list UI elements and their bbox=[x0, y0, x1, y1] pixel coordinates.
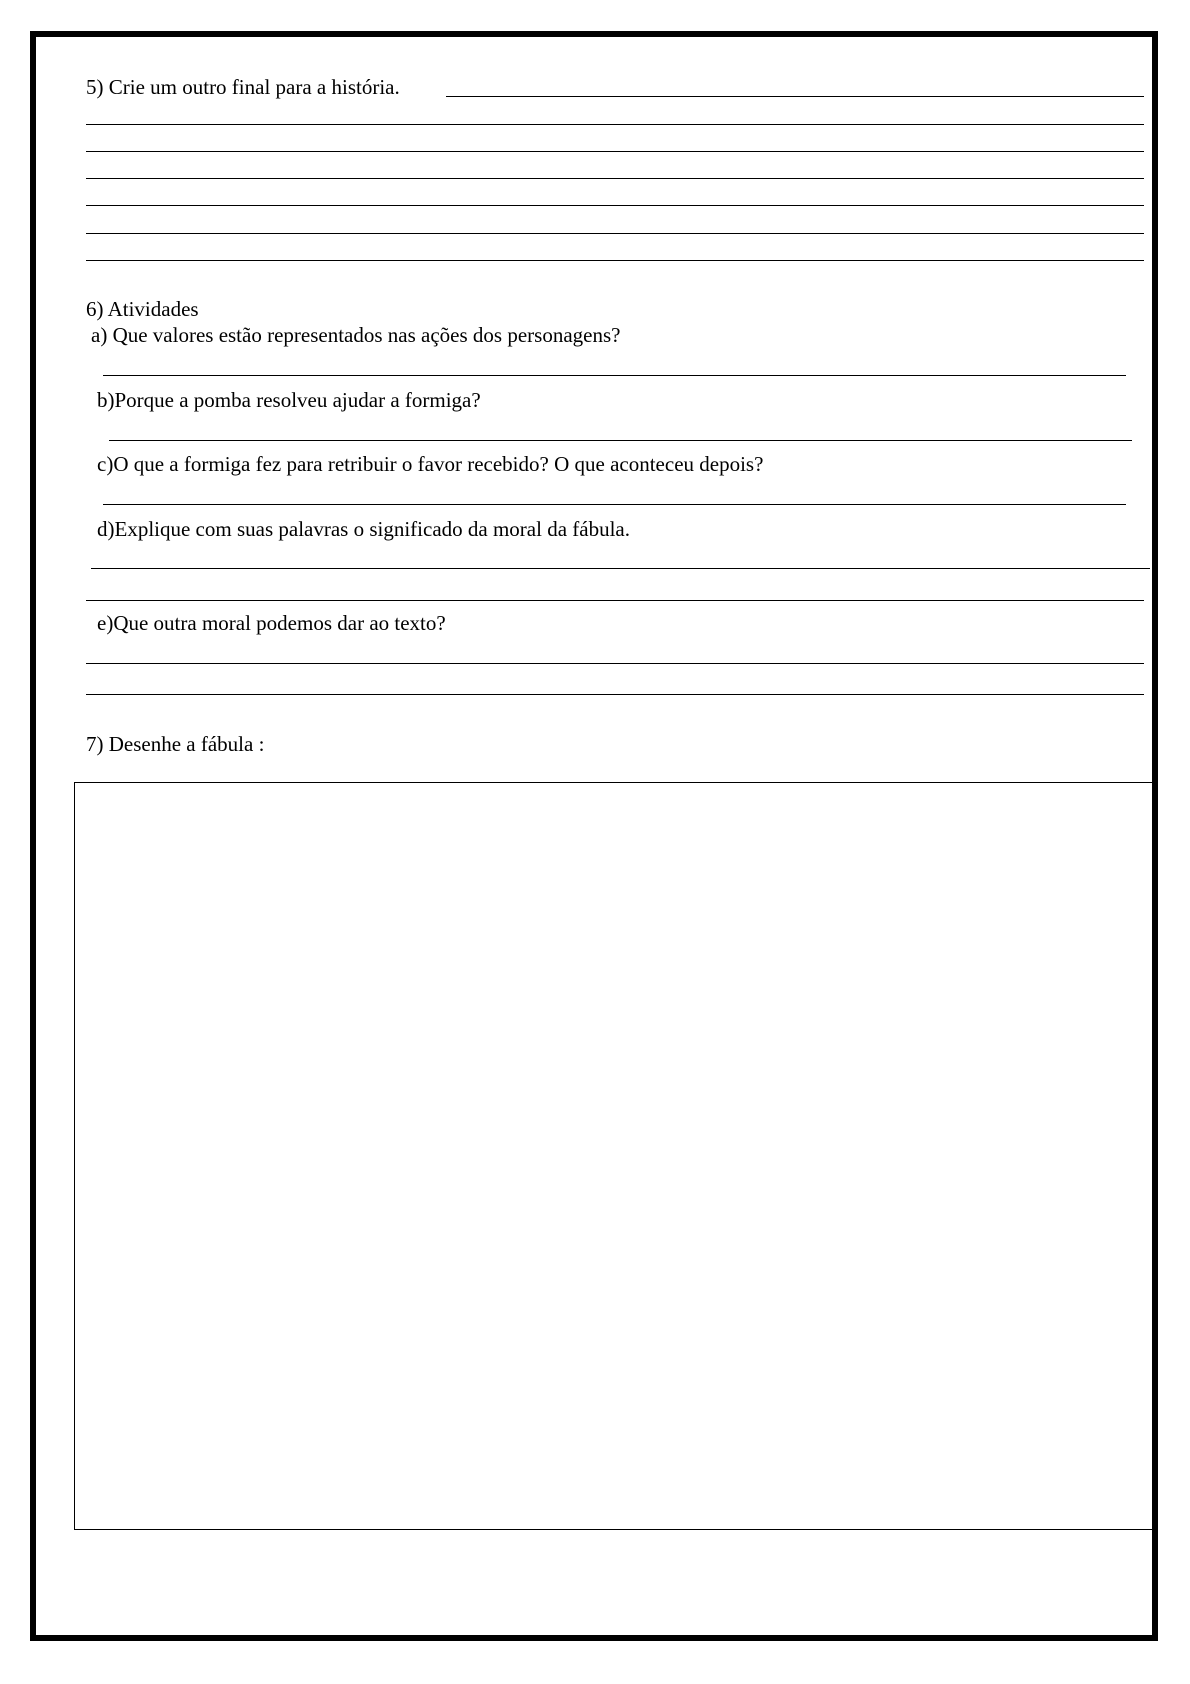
answer-line[interactable] bbox=[86, 124, 1144, 125]
question-6a-prompt: a) Que valores estão representados nas ações dos personagens? bbox=[91, 323, 621, 347]
question-6e-prompt: e)Que outra moral podemos dar ao texto? bbox=[97, 611, 446, 635]
answer-line[interactable] bbox=[103, 504, 1126, 505]
question-7-prompt: 7) Desenhe a fábula : bbox=[86, 732, 265, 756]
answer-line[interactable] bbox=[86, 151, 1144, 152]
answer-line[interactable] bbox=[103, 375, 1126, 376]
answer-line[interactable] bbox=[86, 663, 1144, 664]
answer-line[interactable] bbox=[86, 178, 1144, 179]
question-6b-prompt: b)Porque a pomba resolveu ajudar a formiga? bbox=[97, 388, 481, 412]
answer-line[interactable] bbox=[446, 96, 1144, 97]
answer-line[interactable] bbox=[109, 440, 1132, 441]
question-6d-prompt: d)Explique com suas palavras o significado da moral da fábula. bbox=[97, 517, 630, 541]
question-6-heading: 6) Atividades bbox=[86, 297, 199, 321]
question-5-prompt: 5) Crie um outro final para a história. bbox=[86, 75, 400, 99]
answer-line[interactable] bbox=[86, 205, 1144, 206]
answer-line[interactable] bbox=[86, 694, 1144, 695]
answer-line[interactable] bbox=[86, 233, 1144, 234]
answer-line[interactable] bbox=[86, 600, 1144, 601]
drawing-area[interactable] bbox=[74, 782, 1154, 1530]
answer-line[interactable] bbox=[86, 260, 1144, 261]
answer-line[interactable] bbox=[91, 568, 1150, 569]
question-6c-prompt: c)O que a formiga fez para retribuir o favor recebido? O que aconteceu depois? bbox=[97, 452, 764, 476]
